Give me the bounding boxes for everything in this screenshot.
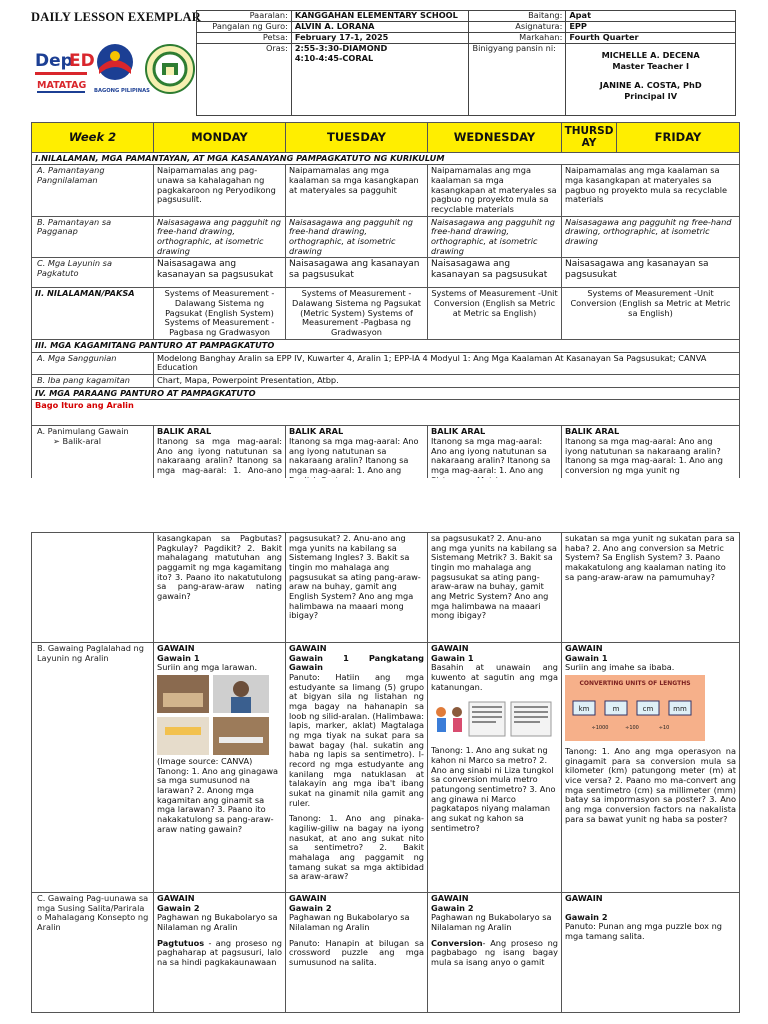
svg-text:ED: ED — [69, 51, 95, 71]
row-label-line: A. Panimulang Gawain — [37, 426, 129, 437]
schedule-line: 4:10-4:45-CORAL — [294, 52, 374, 63]
cell-wednesday — [428, 893, 562, 1013]
day-header-monday: MONDAY — [154, 123, 286, 153]
field-label: Baitang: — [469, 11, 566, 22]
document-page-top — [0, 0, 768, 478]
field-label: Pangalan ng Guro: — [197, 22, 292, 33]
quarter: Fourth Quarter — [566, 33, 736, 44]
cell-text: Itanong sa mga mag-aaral: Ano ang iyong natutunan sa nakaraang aralin? Itanong sa mga mag-aaral: 1. Ano ang — [289, 435, 419, 475]
signatory-name: JANINE A. COSTA, PhD — [599, 80, 702, 91]
subsection-heading: Bago Ituro ang Aralin — [32, 400, 740, 426]
definition-text: - Ang proseso ng pagbabago ng isang bagay mula sa isang anyo o gamit — [431, 937, 558, 968]
cell-monday: Systems of Measurement -Dalawang Sistema ng Pagsukat (English System) Systems of Measurement -Pagbasa ng Gradwasyon — [154, 288, 286, 339]
cell-friday: sukatan sa mga yunit ng sukatan para sa haba? 2. Ano ang conversion sa Metric System? Sa English System? 3. Paano makakatulong ang kaalaman nating ito sa pang-araw-araw na pamumuhay? — [562, 533, 740, 643]
week-label: Week 2 — [32, 123, 154, 153]
vocabulary-definition — [431, 939, 558, 968]
question-list: Tanong: 1. Ano ang pinaka-kagiliw-giliw na bagay na iyong nasukat, at ano ang sukat nito sa sentimetro? 2. Bakit mahalaga ang paggamit ng tamang sukat sa mga aktibidad sa araw-araw? — [289, 813, 424, 882]
day-header-wednesday: WEDNESDAY — [428, 123, 562, 153]
cell-monday: Naisasagawa ang pagguhit ng free-hand drawing, orthographic, at isometric drawing — [154, 216, 286, 258]
deped-matatag-logo — [33, 44, 95, 98]
logo-group — [31, 40, 196, 100]
conversion-factor: ÷100 — [625, 725, 639, 732]
cell-text: Itanong sa mga mag-aaral: Ano ang iyong natutunan sa nakaraang aralin? Itanong sa mga mag-aaral: 1. Ano ang conversion ng mga yunit ng — [565, 435, 723, 475]
subject: EPP — [566, 22, 736, 33]
cell-wednesday: sa pagsusukat? 2. Anu-ano ang mga yunits na kabilang sa Sistemang Metrik? 3. Bakit sa tingin mo mahalaga ang pagsusukat sa ating pang-araw-araw na buhay, gamit ang Metric System? Ano ang mga halimbawa na maaari mong ibigay? — [428, 533, 562, 643]
unit-label: km — [578, 705, 590, 714]
instruction-text: Panuto: Punan ang mga puzzle box ng mga tamang salita. — [565, 921, 723, 942]
vocabulary-definition — [157, 939, 282, 968]
cell-tuesday: Naisasagawa ang kasanayan sa pagsusukat — [286, 258, 428, 288]
cell-text: Itanong sa mga mag-aaral: Ano ang iyong natutunan sa nakaraang aralin? Itanong sa mga mag-aaral: 1. Ano-ano — [157, 435, 282, 475]
gawain-title: Gawain 2 — [565, 911, 608, 922]
balik-aral-heading: BALIK ARAL — [565, 426, 620, 437]
row-label: A. Pamantayang Pangnilalaman — [32, 165, 154, 216]
row-label: B. Pamantayan sa Pagganap — [32, 216, 154, 258]
balik-aral-heading: BALIK ARAL — [289, 426, 344, 437]
svg-text:MATATAG: MATATAG — [37, 80, 87, 91]
cell-wednesday: Systems of Measurement -Unit Conversion (English sa Metric at Metric sa English) — [428, 288, 562, 339]
cell-tuesday: Naisasagawa ang pagguhit ng free-hand drawing, orthographic, at isometric drawing — [286, 216, 428, 258]
cell-friday: Naisasagawa ang pagguhit ng free-hand drawing, orthographic, at isometric drawing — [562, 216, 740, 258]
teacher-name: ALVIN A. LORANA — [291, 22, 469, 33]
vocabulary-term: Pagtutuos — [157, 937, 205, 948]
row-label: B. Iba pang kagamitan — [32, 374, 154, 387]
measuring-activity-photos — [157, 675, 269, 755]
lesson-grid-bottom — [31, 532, 740, 1013]
unit-label: cm — [642, 705, 654, 714]
instruction-text: Paghawan ng Bukabolaryo sa Nilalaman ng Aralin — [431, 912, 552, 933]
field-label: Binigyang pansin ni: — [469, 44, 566, 116]
conversion-factor: ÷1000 — [591, 725, 609, 732]
field-label: Petsa: — [197, 33, 292, 44]
document-title: DAILY LESSON EXEMPLAR — [31, 10, 201, 24]
section-heading: I.NILALAMAN, MGA PAMANTAYAN, AT MGA KASANAYANG PAMPAGKATUTO NG KURIKULUM — [32, 152, 740, 165]
row-label: A. Mga Sanggunian — [32, 352, 154, 374]
document-page-bottom — [0, 522, 768, 1024]
day-header-friday: FRIDAY — [617, 123, 740, 153]
gawain-title: Gawain 2 — [431, 902, 474, 913]
instruction-text: Suriin ang imahe sa ibaba. — [565, 662, 675, 673]
balik-aral-heading: BALIK ARAL — [157, 426, 212, 437]
gawain-heading: GAWAIN — [565, 893, 603, 903]
gawain-heading: GAWAIN — [157, 643, 195, 653]
gawain-heading: GAWAIN — [565, 643, 603, 653]
cell-wednesday: Naisasagawa ang kasanayan sa pagsusukat — [428, 258, 562, 288]
svg-text:Dep: Dep — [35, 51, 73, 71]
svg-text:BAGONG PILIPINAS: BAGONG PILIPINAS — [94, 88, 150, 94]
gawain-heading: GAWAIN — [431, 643, 469, 653]
instruction-text: Panuto: Hatiin ang mga estudyante sa limang (5) grupo at bigyan sila ng listahan ng mga bagay na hahanapin sa loob ng silid-aralan. (Halimbawa: lapis, marker, aklat) Magtalaga ng mga tiyak na sukat para sa bawat bagay (hal. sukatin ang haba ng lapis sa sentimetro). I-record ng mga estudyante ang kanilang mga natuklasan at talakayin ang mga iba't ibang sukat na ginamit nila gamit ang ruler. — [289, 672, 424, 808]
school-name: KANGGAHAN ELEMENTARY SCHOOL — [291, 11, 469, 22]
row-label: C. Gawaing Pag-uunawa sa mga Susing Salita/Parirala o Mahalagang Konsepto ng Aralin — [32, 893, 154, 1013]
field-label: Oras: — [197, 44, 292, 116]
instruction-text: Panuto: Hanapin at bilugan sa crossword puzzle ang mga sumusunod na salita. — [289, 937, 424, 968]
instruction-text: Paghawan ng Bukabolaryo sa Nilalaman ng Aralin — [289, 912, 410, 933]
day-header-thursday: THURSD AY — [562, 123, 617, 153]
instruction-text: Suriin ang mga larawan. — [157, 662, 258, 673]
row-label — [32, 533, 154, 643]
definition-text: - ang proseso ng paghaharap at pagsusuri, lalo na sa hindi pagkakaunawaan — [157, 937, 282, 968]
field-label: Markahan: — [469, 33, 566, 44]
cell-monday: Naisasagawa ang kasanayan sa pagsusukat — [154, 258, 286, 288]
cell-wednesday: Naipamamalas ang mga kaalaman sa mga kasangkapan at materyales sa pagbuo ng proyekto mula sa recyclable materials — [428, 165, 562, 216]
image-caption: (Image source: CANVA) — [157, 756, 253, 767]
question-list: Tanong: 1. Ano ang mga operasyon na ginagamit para sa conversion mula sa kilometer (km) patungong meter (m) at vice versa? 2. Paano mo ma-convert ang mga sentimetro (cm) sa millimeter (mm) batay sa impormasyon sa poster? 3. Ano ang mga conversion factors na nakalista para sa bawat yunit ng haba sa poster? — [565, 746, 736, 824]
conversion-chart-title: CONVERTING UNITS OF LENGTHS — [579, 680, 691, 688]
signatory-title: Master Teacher I — [612, 61, 689, 72]
cell-friday — [562, 643, 740, 893]
row-label-line: ➢ Balik-aral — [53, 435, 102, 446]
cell-tuesday: Naipamamalas ang mga kaalaman sa mga kasangkapan at materyales sa pagguhit — [286, 165, 428, 216]
signatory-title: Principal IV — [624, 91, 678, 102]
cell-friday: Systems of Measurement -Unit Conversion (English sa Metric at Metric sa English) — [562, 288, 740, 339]
cell-monday: kasangkapan sa Pagbutas? Pagkulay? Pagdikit? 2. Bakit mahalagang matutuhan ang paggamit ng mga kagamitang ito? 3. Paano ito nakatutulong sa pang-araw-araw nating gawain? — [154, 533, 286, 643]
cell-friday: Naisasagawa ang kasanayan sa pagsusukat — [562, 258, 740, 288]
gawain-title: Gawain 1 — [431, 652, 474, 663]
cell-monday: Naipamamalas ang pag-unawa sa kahalagahan ng pagkakaroon ng Peryodikong pagsusulit. — [154, 165, 286, 216]
field-label: Paaralan: — [197, 11, 292, 22]
gawain-heading: GAWAIN — [289, 893, 327, 903]
cell-monday — [154, 643, 286, 893]
grade-level: Apat — [566, 11, 736, 22]
page-break — [0, 478, 768, 522]
cell-tuesday: Systems of Measurement -Dalawang Sistema ng Pagsukat (Metric System) Systems of Measurement -Pagbasa ng Gradwasyon — [286, 288, 428, 339]
cell-text: Itanong sa mga mag-aaral: Ano ang iyong natutunan sa nakaraang aralin? Itanong sa mga mag-aaral: 1. Ano ang — [431, 435, 551, 475]
bagong-pilipinas-logo — [93, 42, 150, 98]
unit-conversion-chart — [565, 675, 705, 741]
vocabulary-term: Conversion — [431, 937, 483, 948]
gawain-title: Gawain 1 Pangkatang Gawain — [289, 652, 424, 673]
cell-wednesday: Naisasagawa ang pagguhit ng free-hand drawing, orthographic, at isometric drawing — [428, 216, 562, 258]
cell-tuesday — [286, 643, 428, 893]
cell-tuesday — [286, 893, 428, 1013]
field-label: Asignatura: — [469, 22, 566, 33]
question-list: Tanong: 1. Ano ang sukat ng kahon ni Marco sa metro? 2. Ano ang sinabi ni Liza tungkol sa conversion mula metro patungong sentimetro? 3. Ano ang ginawa ni Marco pagkatapos niyang malaman ang sukat ng kahon sa sentimetro? — [431, 745, 556, 833]
gawain-heading: GAWAIN — [289, 643, 327, 653]
section-heading: IV. MGA PARAANG PANTURO AT PAMPAGKATUTO — [32, 387, 740, 400]
signatory-name: MICHELLE A. DECENA — [601, 50, 700, 60]
cell-friday: Naipamamalas ang mga kaalaman sa mga kasangkapan at materyales sa pagbuo ng proyekto mula sa recyclable materials — [562, 165, 740, 216]
gawain-title: Gawain 1 — [157, 652, 200, 663]
balik-aral-heading: BALIK ARAL — [431, 426, 486, 437]
header-info-table — [196, 10, 736, 116]
cell-tuesday: pagsusukat? 2. Anu-ano ang mga yunits na kabilang sa Sistemang Ingles? 3. Bakit sa tingin mo mahalaga ang pagsusukat sa ating pang-araw-araw na buhay, gamit ang English System? Ano ang mga halimbawa na maaari mong ibigay? — [286, 533, 428, 643]
row-label: II. NILALAMAN/PAKSA — [32, 288, 154, 339]
gawain-title: Gawain 2 — [289, 902, 332, 913]
schedule-line: 2:55-3:30-DIAMOND — [294, 43, 388, 53]
cell-friday — [562, 893, 740, 1013]
gawain-heading: GAWAIN — [431, 893, 469, 903]
row-label: B. Gawaing Paglalahad ng Layunin ng Aralin — [32, 643, 154, 893]
story-illustration — [431, 694, 555, 744]
gawain-title: Gawain 2 — [157, 902, 200, 913]
lesson-date: February 17-1, 2025 — [291, 33, 469, 44]
unit-label: mm — [673, 705, 687, 714]
lesson-grid-top — [31, 122, 740, 496]
question-list: Tanong: 1. Ano ang ginagawa sa mga sumusunod na larawan? 2. Anong mga kagamitan ang ginamit sa mga larawan? 3. Paano ito nakakatulong sa pang-araw-araw nating gawain? — [157, 765, 279, 834]
section-heading: III. MGA KAGAMITANG PANTURO AT PAMPAGKATUTO — [32, 339, 740, 352]
signatories — [566, 44, 736, 116]
gawain-title: Gawain 1 — [565, 652, 608, 663]
cell-wednesday — [428, 643, 562, 893]
conversion-factor: ÷10 — [658, 725, 670, 732]
row-label: C. Mga Layunin sa Pagkatuto — [32, 258, 154, 288]
unit-label: m — [612, 705, 620, 714]
references-cell: Modelong Banghay Aralin sa EPP IV, Kuwarter 4, Aralin 1; EPP-IA 4 Modyul 1: Ang Mga Kaalaman At Kasanayan Sa Pagsusukat; CANVA Education — [154, 352, 740, 374]
school-seal-logo — [145, 44, 195, 94]
day-header-tuesday: TUESDAY — [286, 123, 428, 153]
materials-cell: Chart, Mapa, Powerpoint Presentation, Atbp. — [154, 374, 740, 387]
schedule — [291, 44, 469, 116]
gawain-heading: GAWAIN — [157, 893, 195, 903]
instruction-text: Paghawan ng Bukabolaryo sa Nilalaman ng Aralin — [157, 912, 278, 933]
cell-monday — [154, 893, 286, 1013]
instruction-text: Basahin at unawain ang kuwento at sagutin ang mga katanungan. — [431, 662, 558, 692]
